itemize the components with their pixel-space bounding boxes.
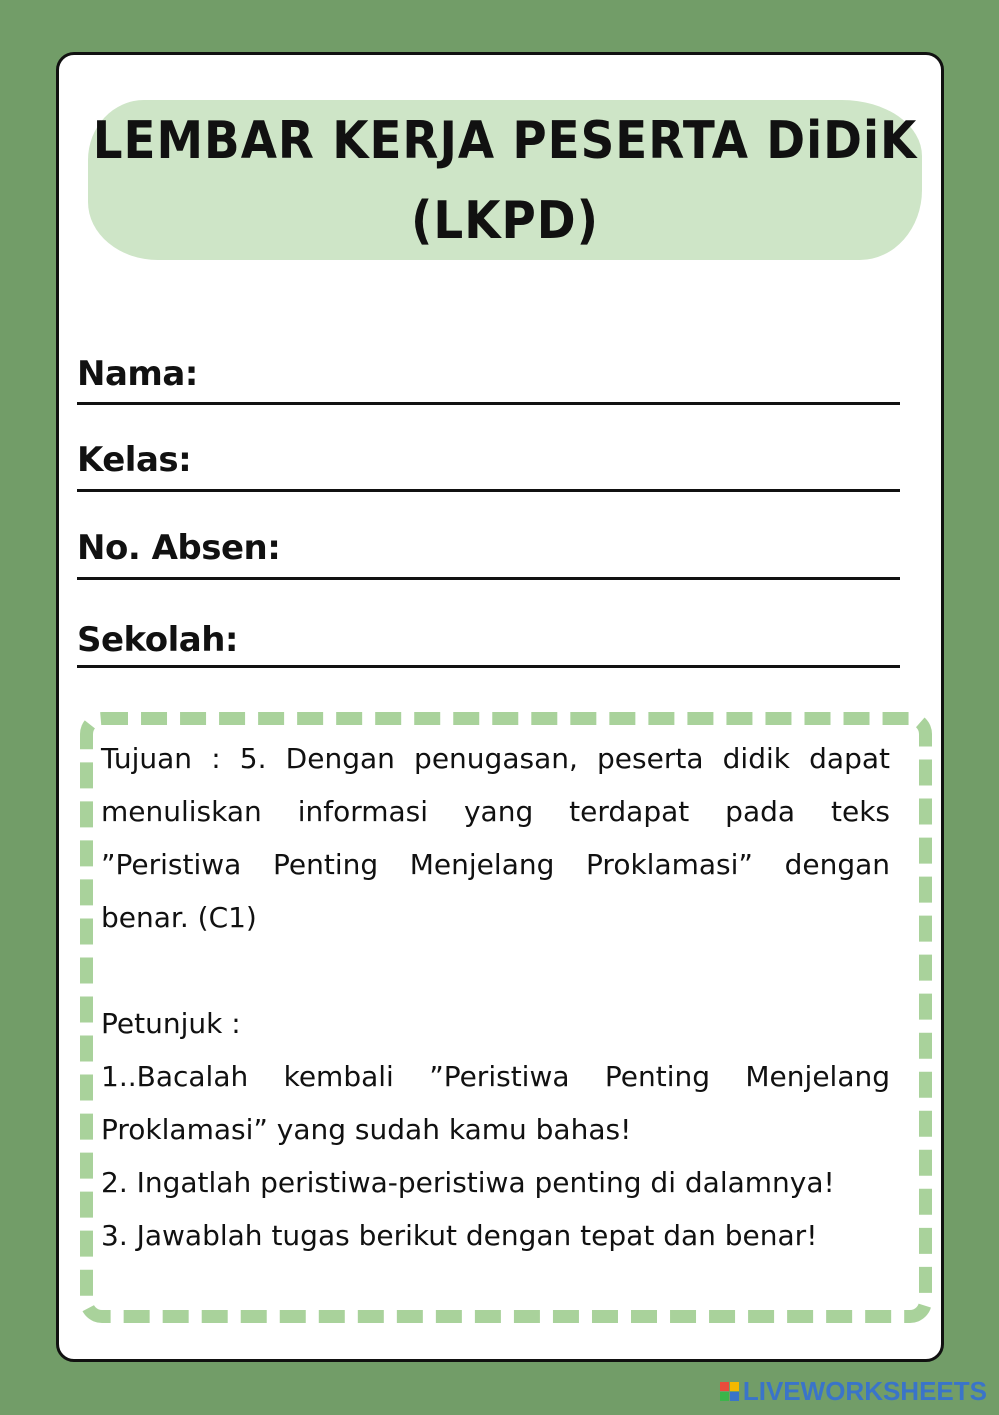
field-line-nama[interactable] <box>77 402 900 405</box>
title-line-1: LEMBAR KERJA PESERTA DiDiK <box>92 111 918 171</box>
instruction-item-3: 3. Jawablah tugas berikut dengan tepat dan benar! <box>101 1219 818 1252</box>
field-label-nama: Nama: <box>77 354 198 394</box>
logo-square-blue <box>730 1392 739 1401</box>
field-label-sekolah: Sekolah: <box>77 620 239 660</box>
field-line-absen[interactable] <box>77 577 900 580</box>
instruction-item-1: 1..Bacalah kembali ”Peristiwa Penting Menjelang Proklamasi” yang sudah kamu bahas! <box>101 1060 890 1146</box>
instructions-heading: Petunjuk : <box>101 1007 241 1040</box>
objective-text: Tujuan : 5. Dengan penugasan, peserta didik dapat menuliskan informasi yang terdapat pada teks ”Peristiwa Penting Menjelang Proklamasi” dengan benar. (C1) <box>101 742 890 934</box>
spacer <box>101 944 890 997</box>
logo-square-green <box>720 1392 729 1401</box>
logo-square-red <box>720 1382 729 1391</box>
field-label-absen: No. Absen: <box>77 528 281 568</box>
liveworksheets-watermark <box>720 1376 987 1407</box>
field-line-kelas[interactable] <box>77 489 900 492</box>
watermark-text: LIVEWORKSHEETS <box>742 1376 987 1406</box>
field-line-sekolah[interactable] <box>77 665 900 668</box>
instruction-item-2: 2. Ingatlah peristiwa-peristiwa penting di dalamnya! <box>101 1166 835 1199</box>
instruction-content <box>101 732 890 1262</box>
field-label-kelas: Kelas: <box>77 440 192 480</box>
title-line-2: (LKPD) <box>411 191 599 251</box>
liveworksheets-logo-icon <box>720 1382 739 1401</box>
logo-square-yellow <box>730 1382 739 1391</box>
title-banner <box>88 100 922 260</box>
